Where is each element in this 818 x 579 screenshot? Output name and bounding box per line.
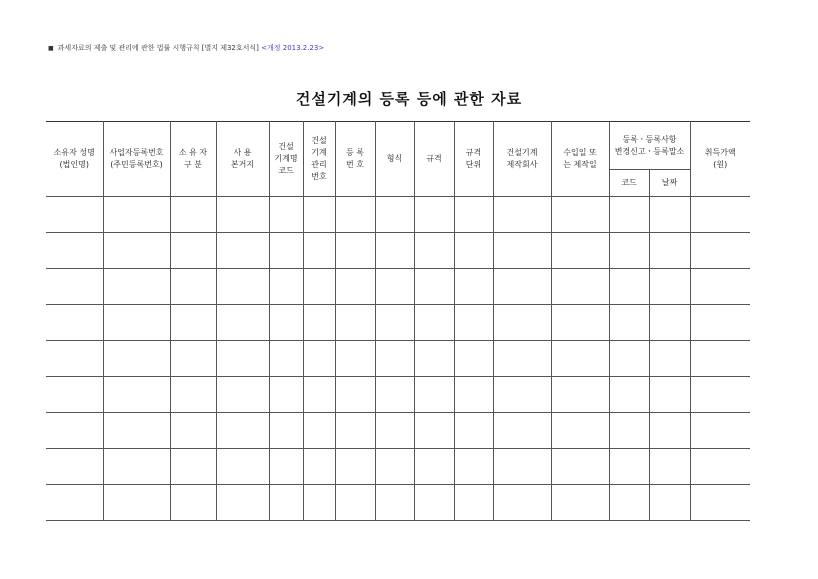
table-cell[interactable]	[303, 269, 335, 305]
col-header-machine-name-code: 건설 기계명 코드	[269, 122, 303, 197]
table-cell[interactable]	[269, 341, 303, 377]
table-cell[interactable]	[269, 413, 303, 449]
col-header-management-number: 건설 기계 관리 번호	[303, 122, 335, 197]
col-header-registration-number: 등 록 번 호	[335, 122, 375, 197]
table-cell[interactable]	[414, 269, 454, 305]
table-row	[46, 413, 750, 449]
table-cell[interactable]	[690, 341, 750, 377]
table-cell[interactable]	[269, 377, 303, 413]
table-cell[interactable]	[414, 485, 454, 521]
table-cell[interactable]	[303, 485, 335, 521]
table-cell[interactable]	[609, 341, 649, 377]
col-header-model: 형식	[375, 122, 414, 197]
table-cell[interactable]	[690, 449, 750, 485]
table-cell[interactable]	[335, 197, 375, 233]
table-cell[interactable]	[649, 197, 690, 233]
table-cell[interactable]	[690, 377, 750, 413]
law-reference: 과세자료의 제출 및 관리에 관한 법률 시행규칙 [별지 제32호서식]	[57, 44, 259, 52]
table-cell[interactable]	[493, 269, 551, 305]
table-cell[interactable]	[103, 305, 170, 341]
table-cell[interactable]	[609, 449, 649, 485]
table-row	[46, 485, 750, 521]
table-cell[interactable]	[609, 269, 649, 305]
table-cell[interactable]	[551, 413, 609, 449]
table-cell[interactable]	[454, 449, 493, 485]
col-header-acquisition-value: 취득가액 (원)	[690, 122, 750, 197]
table-row	[46, 197, 750, 233]
table-cell[interactable]	[103, 197, 170, 233]
table-cell[interactable]	[216, 269, 269, 305]
table-cell[interactable]	[46, 485, 103, 521]
table-cell[interactable]	[46, 413, 103, 449]
col-header-owner-name: 소유자 성명 (법인명)	[46, 122, 103, 197]
table-cell[interactable]	[170, 233, 216, 269]
col-header-owner-type: 소 유 자 구 분	[170, 122, 216, 197]
table-cell[interactable]	[269, 269, 303, 305]
table-cell[interactable]	[269, 449, 303, 485]
table-cell[interactable]	[690, 269, 750, 305]
table-cell[interactable]	[46, 341, 103, 377]
table-cell[interactable]	[609, 305, 649, 341]
table-cell[interactable]	[493, 341, 551, 377]
table-cell[interactable]	[216, 233, 269, 269]
construction-machinery-registration-table	[46, 121, 750, 521]
table-cell[interactable]	[170, 197, 216, 233]
table-cell[interactable]	[609, 233, 649, 269]
table-cell[interactable]	[649, 269, 690, 305]
col-header-date: 날짜	[649, 170, 690, 197]
table-cell[interactable]	[170, 305, 216, 341]
table-cell[interactable]	[414, 341, 454, 377]
revision-date: <개정 2013.2.23>	[261, 44, 325, 52]
table-cell[interactable]	[609, 485, 649, 521]
table-row	[46, 341, 750, 377]
table-cell[interactable]	[46, 233, 103, 269]
table-cell[interactable]	[414, 377, 454, 413]
table-row	[46, 377, 750, 413]
table-cell[interactable]	[303, 233, 335, 269]
table-cell[interactable]	[690, 413, 750, 449]
table-cell[interactable]	[649, 449, 690, 485]
table-cell[interactable]	[493, 485, 551, 521]
table-cell[interactable]	[303, 449, 335, 485]
table-header	[46, 122, 750, 197]
table-cell[interactable]	[335, 341, 375, 377]
table-cell[interactable]	[649, 413, 690, 449]
table-cell[interactable]	[375, 197, 414, 233]
table-cell[interactable]	[493, 197, 551, 233]
table-cell[interactable]	[335, 377, 375, 413]
table-cell[interactable]	[493, 449, 551, 485]
col-header-spec: 규격	[414, 122, 454, 197]
table-body	[46, 197, 750, 521]
table-cell[interactable]	[454, 377, 493, 413]
table-cell[interactable]	[103, 341, 170, 377]
table-cell[interactable]	[269, 305, 303, 341]
table-cell[interactable]	[170, 485, 216, 521]
table-cell[interactable]	[216, 197, 269, 233]
table-cell[interactable]	[609, 197, 649, 233]
col-header-import-date: 수입일 또 는 제작일	[551, 122, 609, 197]
table-cell[interactable]	[375, 269, 414, 305]
table-cell[interactable]	[269, 485, 303, 521]
table-cell[interactable]	[46, 305, 103, 341]
table-cell[interactable]	[454, 197, 493, 233]
table-cell[interactable]	[46, 377, 103, 413]
table-cell[interactable]	[375, 341, 414, 377]
col-header-business-number: 사업자등록번호 (주민등록번호)	[103, 122, 170, 197]
table-cell[interactable]	[414, 305, 454, 341]
col-header-spec-unit: 규격 단위	[454, 122, 493, 197]
table-cell[interactable]	[170, 341, 216, 377]
table-cell[interactable]	[103, 485, 170, 521]
table-cell[interactable]	[103, 233, 170, 269]
col-header-manufacturer: 건설기계 제작회사	[493, 122, 551, 197]
table-cell[interactable]	[690, 485, 750, 521]
form-header-note	[48, 43, 324, 53]
table-cell[interactable]	[303, 197, 335, 233]
table-cell[interactable]	[551, 341, 609, 377]
table-row	[46, 449, 750, 485]
table-cell[interactable]	[375, 449, 414, 485]
col-header-base-location: 사 용 본거지	[216, 122, 269, 197]
col-header-registration-group: 등록ㆍ등록사항 변경신고ㆍ등록말소	[609, 122, 690, 170]
table-cell[interactable]	[551, 377, 609, 413]
table-cell[interactable]	[649, 377, 690, 413]
table-cell[interactable]	[170, 269, 216, 305]
page-title: 건설기계의 등록 등에 관한 자료	[295, 90, 523, 108]
table-cell[interactable]	[216, 449, 269, 485]
table-cell[interactable]	[454, 305, 493, 341]
table-cell[interactable]	[103, 269, 170, 305]
table-cell[interactable]	[269, 233, 303, 269]
table-cell[interactable]	[414, 413, 454, 449]
table-cell[interactable]	[649, 341, 690, 377]
table-cell[interactable]	[609, 377, 649, 413]
table-cell[interactable]	[551, 485, 609, 521]
table-cell[interactable]	[551, 197, 609, 233]
table-cell[interactable]	[216, 413, 269, 449]
table-cell[interactable]	[454, 341, 493, 377]
table-cell[interactable]	[454, 269, 493, 305]
table-cell[interactable]	[103, 413, 170, 449]
table-cell[interactable]	[375, 233, 414, 269]
table-cell[interactable]	[335, 449, 375, 485]
table-cell[interactable]	[375, 485, 414, 521]
table-cell[interactable]	[335, 413, 375, 449]
table-cell[interactable]	[216, 377, 269, 413]
table-cell[interactable]	[375, 305, 414, 341]
table-cell[interactable]	[551, 305, 609, 341]
table-cell[interactable]	[414, 233, 454, 269]
table-cell[interactable]	[649, 233, 690, 269]
table-row	[46, 269, 750, 305]
table-cell[interactable]	[375, 377, 414, 413]
table-cell[interactable]	[375, 413, 414, 449]
table-cell[interactable]	[690, 305, 750, 341]
table-cell[interactable]	[690, 197, 750, 233]
table-cell[interactable]	[216, 341, 269, 377]
table-cell[interactable]	[170, 449, 216, 485]
table-cell[interactable]	[170, 377, 216, 413]
table-cell[interactable]	[216, 305, 269, 341]
table-cell[interactable]	[335, 233, 375, 269]
table-cell[interactable]	[303, 341, 335, 377]
table-cell[interactable]	[303, 305, 335, 341]
table-cell[interactable]	[216, 485, 269, 521]
table-cell[interactable]	[335, 485, 375, 521]
table-cell[interactable]	[103, 377, 170, 413]
table-row	[46, 305, 750, 341]
table-cell[interactable]	[493, 377, 551, 413]
table-cell[interactable]	[649, 485, 690, 521]
table-cell[interactable]	[46, 449, 103, 485]
table-cell[interactable]	[493, 305, 551, 341]
table-cell[interactable]	[551, 269, 609, 305]
table-cell[interactable]	[335, 305, 375, 341]
table-cell[interactable]	[649, 305, 690, 341]
table-cell[interactable]	[335, 269, 375, 305]
bullet-icon: ■	[48, 45, 54, 52]
table-cell[interactable]	[454, 485, 493, 521]
table-cell[interactable]	[303, 377, 335, 413]
table-cell[interactable]	[454, 413, 493, 449]
table-cell[interactable]	[454, 233, 493, 269]
table-cell[interactable]	[493, 233, 551, 269]
table-cell[interactable]	[103, 449, 170, 485]
table-cell[interactable]	[551, 449, 609, 485]
table-cell[interactable]	[690, 233, 750, 269]
table-cell[interactable]	[609, 413, 649, 449]
table-cell[interactable]	[46, 269, 103, 305]
table-row	[46, 233, 750, 269]
table-cell[interactable]	[303, 413, 335, 449]
table-cell[interactable]	[46, 197, 103, 233]
table-cell[interactable]	[414, 449, 454, 485]
table-cell[interactable]	[269, 197, 303, 233]
table-cell[interactable]	[551, 233, 609, 269]
col-header-code: 코드	[609, 170, 649, 197]
table-cell[interactable]	[170, 413, 216, 449]
table-cell[interactable]	[493, 413, 551, 449]
table-cell[interactable]	[414, 197, 454, 233]
